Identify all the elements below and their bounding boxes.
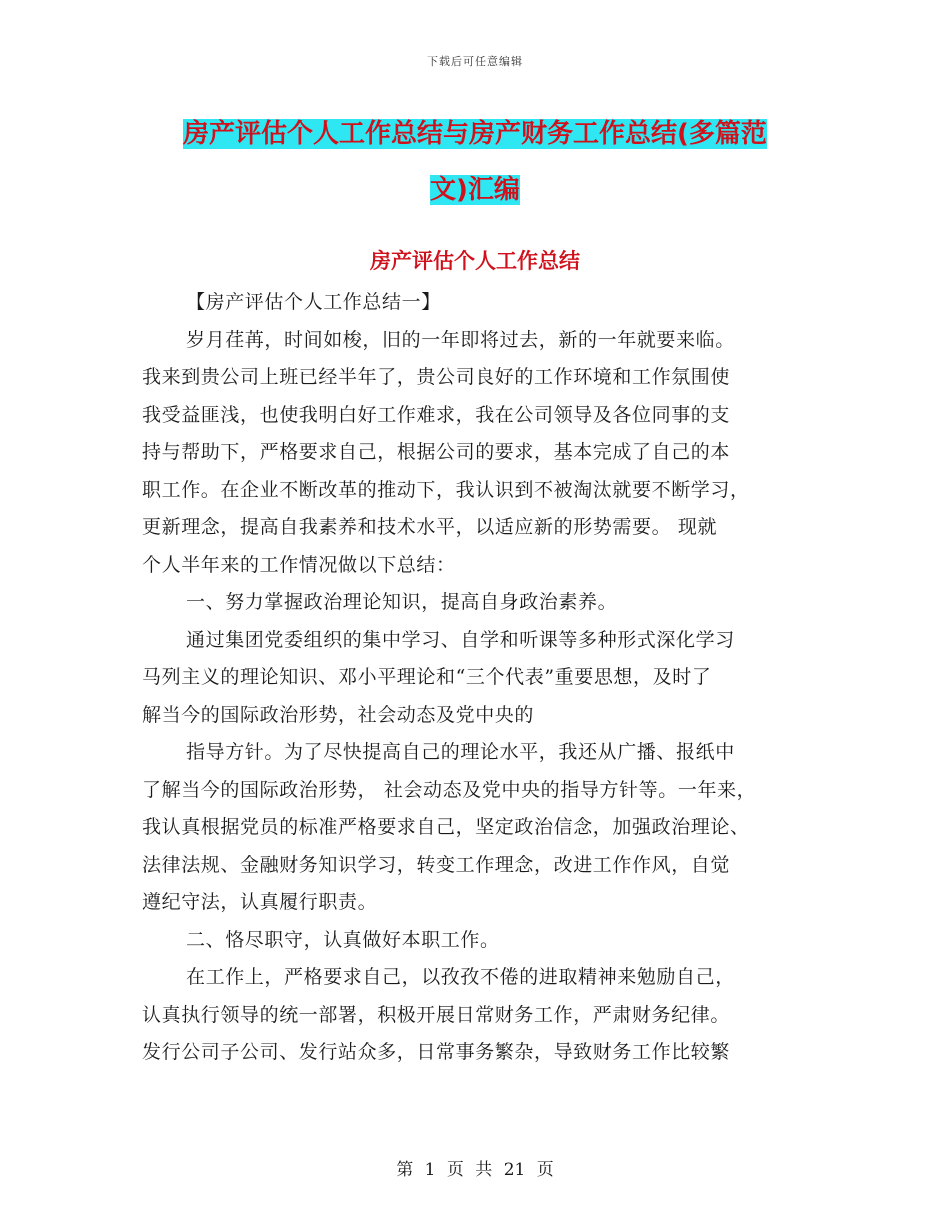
document-title-line-2: 文)汇编 xyxy=(430,175,520,205)
paragraph-line: 通过集团党委组织的集中学习、自学和听课等多种形式深化学习 xyxy=(186,628,735,651)
paragraph-line: 在工作上，严格要求自己，以孜孜不倦的进取精神来勉励自己， xyxy=(186,966,735,988)
section-heading: 房产评估个人工作总结 xyxy=(370,249,580,273)
paragraph-line: 更新理念，提高自我素养和技术水平，以适应新的形势需要。 现就 xyxy=(142,516,718,538)
paragraph-line: 职工作。在企业不断改革的推动下，我认识到不被淘汰就要不断学习， xyxy=(142,478,750,501)
paragraph-line: 认真执行领导的统一部署，积极开展日常财务工作，严肃财务纪律。 xyxy=(142,1003,731,1026)
paragraph-line: 了解当今的国际政治形势， 社会动态及党中央的指导方针等。一年来， xyxy=(142,778,757,801)
paragraph-line: 遵纪守法，认真履行职责。 xyxy=(142,891,378,913)
paragraph-line: 我认真根据党员的标准严格要求自己，坚定政治信念，加强政治理论、 xyxy=(142,816,750,838)
paragraph-line: 解当今的国际政治形势，社会动态及党中央的 xyxy=(142,703,535,726)
document-title xyxy=(140,106,810,218)
body-text xyxy=(142,284,822,1072)
paragraph-line: 【房产评估个人工作总结一】 xyxy=(186,291,441,313)
paragraph-line: 发行公司子公司、发行站众多，日常事务繁杂，导致财务工作比较繁 xyxy=(142,1041,731,1063)
paragraph-line: 我受益匪浅，也使我明白好工作难求，我在公司领导及各位同事的支 xyxy=(142,403,731,426)
paragraph-line: 二、恪尽职守，认真做好本职工作。 xyxy=(186,928,500,951)
paragraph-line: 法律法规、金融财务知识学习，转变工作理念，改进工作作风，自觉 xyxy=(142,853,731,876)
paragraph-line: 指导方针。为了尽快提高自己的理论水平，我还从广播、报纸中 xyxy=(186,741,735,763)
paragraph-line: 持与帮助下，严格要求自己，根据公司的要求，基本完成了自己的本 xyxy=(142,441,731,463)
document-title-line-1: 房产评估个人工作总结与房产财务工作总结(多篇范 xyxy=(183,119,767,149)
paragraph-line: 马列主义的理论知识、邓小平理论和“三个代表”重要思想，及时了 xyxy=(142,666,712,688)
page-number: 第 1 页 共 21 页 xyxy=(396,1160,554,1180)
paragraph-line: 岁月荏苒，时间如梭，旧的一年即将过去，新的一年就要来临。 xyxy=(186,328,735,351)
paragraph-line: 一、努力掌握政治理论知识，提高自身政治素养。 xyxy=(186,591,618,613)
page-header-note: 下载后可任意编辑 xyxy=(427,55,523,68)
paragraph-line: 个人半年来的工作情况做以下总结： xyxy=(142,553,456,576)
paragraph-line: 我来到贵公司上班已经半年了，贵公司良好的工作环境和工作氛围使 xyxy=(142,366,731,388)
